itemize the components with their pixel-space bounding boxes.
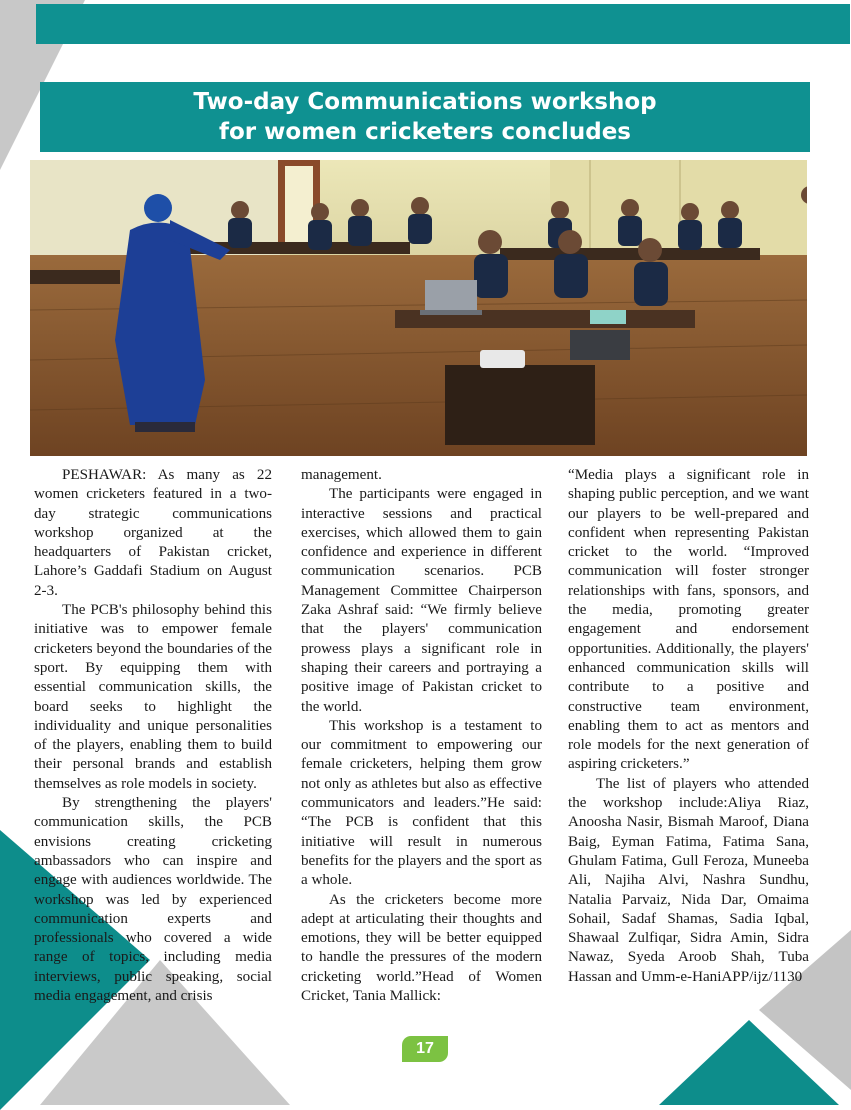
page-number: 17 [402, 1036, 448, 1062]
workshop-photo [30, 160, 807, 456]
paragraph: This workshop is a testament to our commitment to empowering our female cricketers, helping them grow not only as athletes but also as effective communicators and leaders.”He said: “The PCB is confident that this initiative will result in numerous benefits for the players and the sport as a whole. [301, 717, 542, 889]
paragraph: management. [301, 467, 382, 483]
article-column-3 [568, 466, 809, 987]
paragraph: “Media plays a significant role in shaping public perception, and we want our players to be well-prepared and confident when representing Pakistan cricket to the world. “Improved communication will foster stronger relationships with fans, sponsors, and the media, promoting greater engagement and endorsement opportunities. Additionally, the players' enhanced communication skills will contribute to a positive and constructive team environment, enabling them to act as mentors and role models for the next generation of aspiring cricketers.” [568, 467, 809, 773]
workshop-photo-icon [30, 160, 807, 456]
top-teal-bar [36, 4, 850, 44]
article-column-1 [34, 466, 272, 1006]
headline-banner [40, 82, 810, 152]
paragraph: The participants were engaged in interactive sessions and practical exercises, which allowed them to gain confidence and experience in different communication scenarios. PCB Management Committee Chairperson Zaka Ashraf said: “We firmly believe that the players' communication prowess plays a significant role in shaping their careers and portraying a positive image of Pakistan cricket to the world. [301, 486, 542, 715]
corner-triangle-bottom-right-teal [659, 1020, 839, 1105]
headline-line-1: Two-day Communications workshop [193, 89, 657, 115]
paragraph: By strengthening the players' communication skills, the PCB envisions creating cricketing ambassadors who can inspire and engage with audiences worldwide. The workshop was led by experienced communication experts and professionals who covered a wide range of topics, including media interviews, public speaking, social media engagement, and crisis [34, 795, 272, 1005]
paragraph: The list of players who attended the workshop include:Aliya Riaz, Anoosha Nasir, Bismah Maroof, Diana Baig, Eyman Fatima, Fatima Sana, Ghulam Fatima, Gull Feroza, Muneeba Ali, Najiha Alvi, Nashra Sundhu, Natalia Parvaiz, Nida Dar, Omaima Sohail, Sadaf Shamas, Sadia Iqbal, Shawaal Zulfiqar, Sidra Amin, Sidra Nawaz, Syeda Aroob Shah, Tuba Hassan and Umm-e-HaniAPP/ijz/1130 [568, 775, 809, 985]
article-column-2 [301, 466, 542, 1006]
paragraph: The PCB's philosophy behind this initiative was to empower female cricketers beyond the boundaries of the sport. By equipping them with essential communication skills, the board seeks to highlight the individuality and unique personalities of the players, enabling them to build their personal brands and establish themselves as role models in society. [34, 602, 272, 792]
paragraph: As the cricketers become more adept at articulating their thoughts and emotions, they will be better equipped to handle the pressures of the modern cricketing world.”Head of Women Cricket, Tania Mallick: [301, 891, 542, 1005]
headline-line-2: for women cricketers concludes [218, 119, 631, 145]
paragraph: PESHAWAR: As many as 22 women cricketers featured in a two-day strategic communications workshop organized at the headquarters of Pakistan cricket, Lahore’s Gaddafi Stadium on August 2-3. [34, 467, 272, 599]
